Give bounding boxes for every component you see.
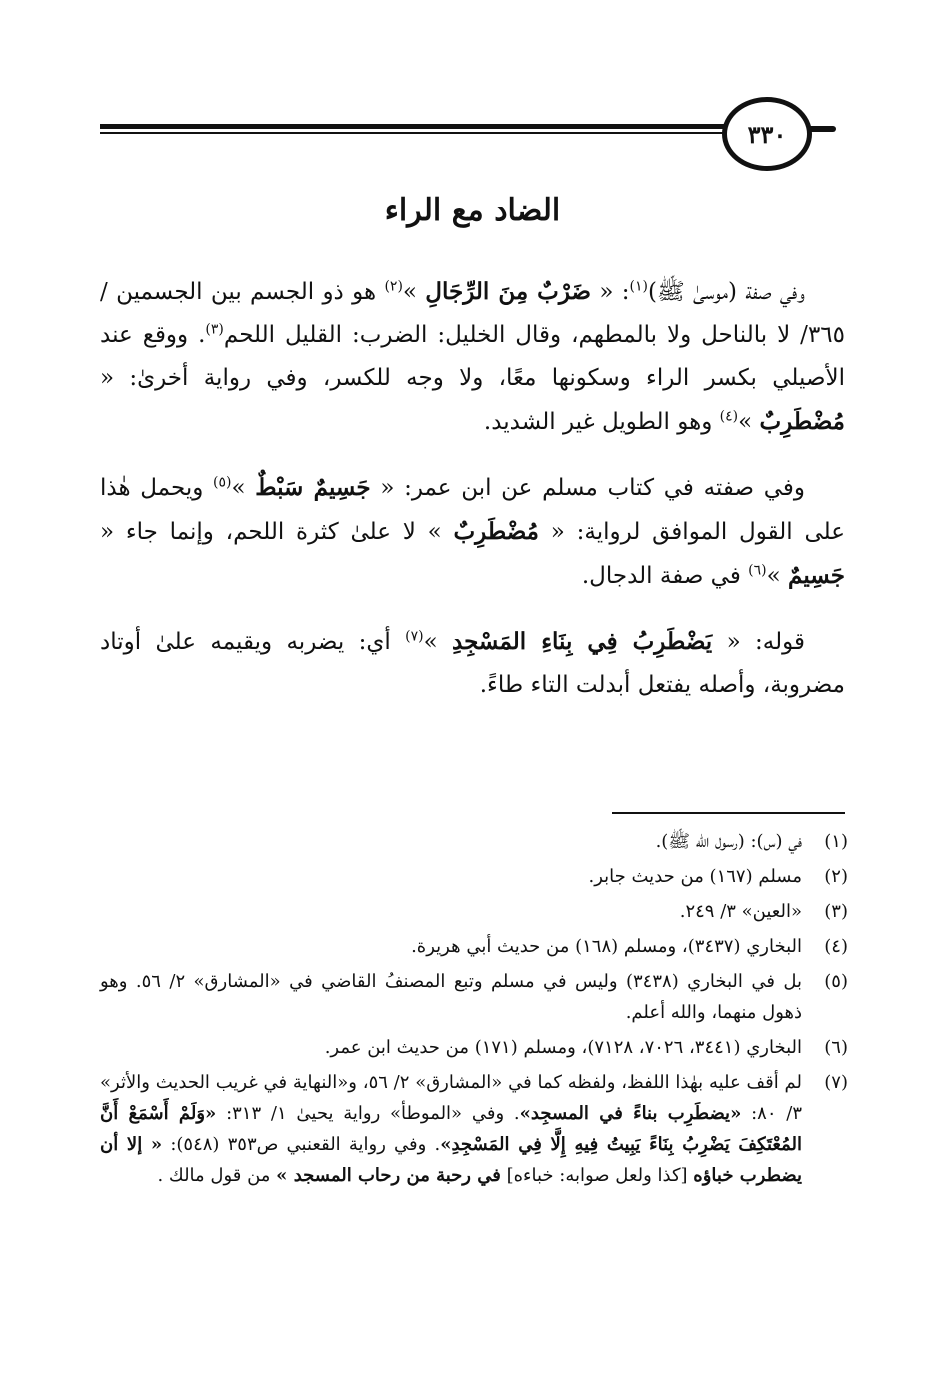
- footnote-number: (٥): [824, 971, 848, 992]
- quoted-hadith-text: في رحبة من رحاب المسجد »: [276, 1165, 501, 1186]
- text-run: وفي صفته في كتاب مسلم عن ابن عمر: «: [370, 475, 805, 501]
- section-title: الضاد مع الراء: [384, 193, 561, 228]
- header-rule-thick-line: [100, 124, 735, 129]
- footnote-item: [100, 966, 848, 1028]
- footnote-reference: (٦): [748, 562, 767, 579]
- text-run: أي: يضربه ويقيمه علىٰ أوتاد مضروبة، وأصله يفتعل أبدلت التاء طاءً.: [100, 629, 845, 698]
- footnote-item: [100, 1032, 848, 1063]
- footnotes: [100, 826, 848, 1195]
- footnote-reference: (٥): [213, 474, 232, 491]
- quoted-hadith-text: «وَلَمْ أَسْمَعْ أَنَّ المُعْتَكِفَ يَضْرِبُ بِنَاءً يَبِيتُ فِيهِ إِلَّا فِي المَسْجِدِ»: [100, 1103, 802, 1155]
- quoted-hadith-text: «يضطَرِب بناءً في المسجِد»: [519, 1103, 742, 1124]
- footnote-number: (٧): [824, 1072, 848, 1093]
- text-run: «العين» ٣/ ٢٤٩.: [679, 901, 802, 922]
- footnote-text: [100, 931, 802, 962]
- text-run: [كذا ولعل صوابه: خباءه]: [500, 1165, 694, 1186]
- footnote-text: [100, 1067, 802, 1191]
- footnote-number: (٣): [824, 901, 848, 922]
- footnote-reference: (٤): [719, 408, 739, 425]
- header-rule-thin-line: [100, 132, 735, 134]
- page-number-badge: [722, 97, 812, 171]
- footnote-item: [100, 861, 848, 892]
- footnote-number: (٢): [824, 866, 848, 887]
- footnote-text: [100, 966, 802, 1028]
- text-run: في صفة الدجال.: [581, 563, 749, 589]
- text-run: . ووقع عند الأصيلي بكسر الراء وسكونها معًا، ولا وجه للكسر، وفي رواية أخرىٰ: «: [100, 322, 845, 391]
- page-number: ٣٣٠: [747, 119, 787, 149]
- footnote-text: [100, 896, 802, 927]
- footnote-reference: (٧): [405, 628, 424, 645]
- text-run: مسلم (١٦٧) من حديث جابر.: [588, 866, 802, 887]
- text-run: . وفي «الموطأ» رواية يحيىٰ ١/ ٣١٣:: [216, 1103, 520, 1124]
- footnote-reference: (٢): [384, 278, 403, 295]
- footnote-number: (٦): [824, 1037, 848, 1058]
- footnote-number: (٤): [824, 936, 848, 957]
- footnote-reference: (١): [629, 278, 648, 295]
- quoted-hadith-text: يَضْطَرِبُ فِي بِنَاءِ المَسْجِدِ: [452, 628, 713, 655]
- footnote-reference: (٣): [205, 321, 224, 338]
- quoted-hadith-text: مُضْطَرِبٌ: [759, 408, 845, 435]
- text-run: البخاري (٣٤٤١، ٧٠٢٦، ٧١٢٨)، ومسلم (١٧١) من حديث ابن عمر.: [324, 1037, 802, 1058]
- text-run: »: [423, 629, 453, 655]
- paragraph-p3: [100, 620, 845, 707]
- text-run: : «: [591, 279, 630, 305]
- footnote-item: [100, 931, 848, 962]
- text-run: . وفي رواية القعنبي ص٣٥٣ (٥٤٨):: [162, 1134, 441, 1155]
- paragraph-p1: [100, 270, 845, 444]
- footnote-item: [100, 1067, 848, 1191]
- main-text: [100, 270, 845, 729]
- text-run: وفي صفة (موسىٰ ﷺ): [647, 279, 805, 305]
- footnote-text: [100, 1032, 802, 1063]
- text-run: »: [766, 563, 789, 589]
- text-run: هو ذو الجسم بين الجسمين /٣٦٥/ لا بالناحل ولا بالمطهم، وقال الخليل: الضرب: القليل اللحم: [100, 279, 845, 348]
- footnote-number: (١): [824, 831, 848, 852]
- quoted-hadith-text: جَسِيمٌ سَبْطٌ: [255, 474, 371, 501]
- text-run: في (س): (رسول الله ﷺ).: [655, 831, 802, 852]
- quoted-hadith-text: مُضْطَرِبٌ: [453, 518, 540, 545]
- text-run: لم أقف عليه بهٰذا اللفظ، ولفظه كما في «المشارق» ٢/ ٥٦، و«النهاية في غريب الحديث والأثر» ٣/ ٨٠:: [100, 1072, 802, 1124]
- text-run: من قول مالك .: [157, 1165, 277, 1186]
- text-run: ويحمل هٰذا على القول الموافق لرواية: «: [100, 475, 845, 545]
- text-run: وهو الطويل غير الشديد.: [483, 409, 720, 435]
- text-run: بل في البخاري (٣٤٣٨) وليس في مسلم وتبع المصنفُ القاضي في «المشارق» ٢/ ٥٦. وهو ذهول منهما، والله أعلم.: [100, 971, 802, 1023]
- paragraph-p2: [100, 466, 845, 598]
- text-run: البخاري (٣٤٣٧)، ومسلم (١٦٨) من حديث أبي هريرة.: [411, 936, 802, 957]
- quoted-hadith-text: « إلا أن يضطرب خباؤه: [100, 1134, 802, 1186]
- header-rule: [100, 124, 735, 136]
- text-run: »: [738, 409, 760, 435]
- text-run: »: [402, 279, 426, 305]
- text-run: » لا علىٰ كثرة اللحم، وإنما جاء «: [100, 519, 454, 545]
- text-run: قوله: «: [712, 629, 805, 655]
- footnote-item: [100, 826, 848, 857]
- footnote-text: [100, 826, 802, 857]
- quoted-hadith-text: جَسِيمٌ: [788, 562, 845, 589]
- footnote-text: [100, 861, 802, 892]
- quoted-hadith-text: ضَرْبٌ مِنَ الرِّجَالِ: [425, 278, 592, 305]
- footnote-item: [100, 896, 848, 927]
- footnote-separator: [612, 812, 845, 814]
- text-run: »: [231, 475, 256, 501]
